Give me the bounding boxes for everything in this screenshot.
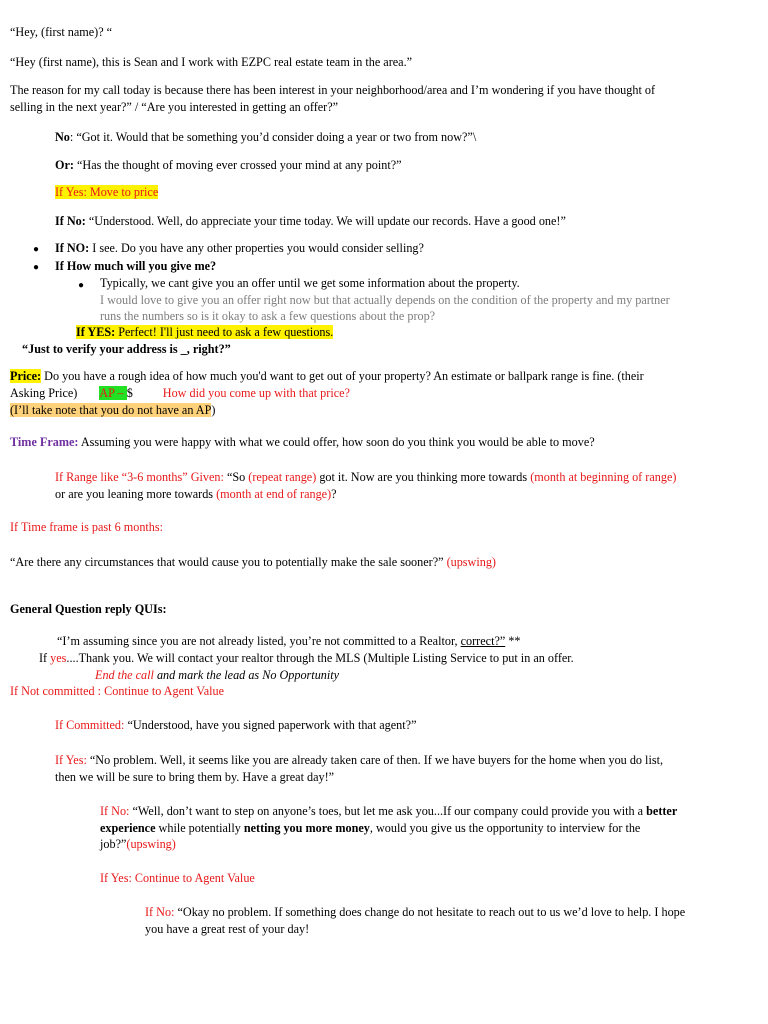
ap-label: AP – [99, 386, 127, 400]
if-no-line-2 [100, 820, 640, 837]
range-line-1 [55, 469, 676, 486]
intro-line: “Hey (first name), this is Sean and I work with EZPC real estate team in the area.” [10, 55, 413, 69]
price-text: Do you have a rough idea of how much you'd want to get out of your property? An estimate or ballpark range is fine. (their [41, 369, 644, 383]
upswing-note: (upswing) [446, 555, 496, 569]
gray-note-line-1: I would love to give you an offer right now but that actually depends on the condition of the property and my partner [100, 293, 670, 307]
range-label: If Range like “3-6 months” Given: [55, 470, 224, 484]
yes-text: ....Thank you. We will contact your realtor through the MLS (Multiple Listing Service to put in an offer. [66, 651, 574, 665]
range-repeat: (repeat range) [248, 470, 317, 484]
if-yes-line-2: then we will be sure to bring them by. Have a great day!” [55, 770, 335, 784]
range-mid: got it. Now are you thinking more towards [316, 470, 531, 484]
time-frame-line [10, 434, 595, 451]
end-call-line [95, 667, 339, 684]
last-if-no-line-2: you have a great rest of your day! [145, 922, 310, 936]
price-label: Price: [10, 369, 42, 383]
if-yes-thank-you [39, 650, 574, 667]
time-frame-text: Assuming you were happy with what we could offer, how soon do you think you would be able to move? [78, 435, 595, 449]
reason-line-2: selling in the next year?” / “Are you interested in getting an offer?” [10, 100, 339, 114]
dollar-sign: $ [126, 386, 133, 400]
bullet-how-much: If How much will you give me? [55, 259, 217, 273]
if-yes-label: If Yes: [55, 753, 87, 767]
committed-text: “Understood, have you signed paperwork with that agent?” [124, 718, 417, 732]
end-call-text: End the call [95, 668, 154, 682]
bullet-icon: ● [33, 262, 40, 273]
money-text: netting you more money [243, 821, 370, 835]
if-no-text: “Understood. Well, do appreciate your time today. We will update our records. Have a good one!” [85, 214, 566, 228]
last-if-no-line-1 [145, 904, 685, 921]
bullet-if-no-label: If NO: [55, 241, 90, 255]
take-note-end: ) [211, 403, 216, 417]
if-yes-continue: If Yes: Continue to Agent Value [100, 871, 255, 885]
if-yes-move-to-price [55, 184, 158, 201]
committed-line [55, 717, 416, 734]
if-yes-line-1 [55, 752, 663, 769]
end-rest-text: and mark the lead as No Opportunity [153, 668, 340, 682]
range-q: ? [331, 487, 337, 501]
not-committed-line: If Not committed : Continue to Agent Value [10, 684, 225, 698]
asking-price-text: Asking Price) [10, 386, 78, 400]
time-frame-label: Time Frame: [10, 435, 79, 449]
gray-note-line-2: runs the numbers so is it okay to ask a few questions about the prop? [100, 309, 436, 323]
assume-text: “I’m assuming since you are not already listed, you’re not committed to a Realtor, [57, 634, 461, 648]
range-or: or are you leaning more towards [55, 487, 217, 501]
bullet-icon: ● [78, 280, 85, 291]
bullet-typically: Typically, we cant give you an offer until we get some information about the property. [100, 276, 520, 290]
bullet-if-no-text: I see. Do you have any other properties you would consider selling? [89, 241, 424, 255]
if-no-text-1: “Well, don’t want to step on anyone’s toes, but let me ask you...If our company could provide you with a [129, 804, 647, 818]
no-text: : “Got it. Would that be something you’d consider doing a year or two from now?”\ [69, 130, 477, 144]
range-line-2 [55, 486, 337, 503]
asking-price-line [10, 385, 350, 402]
reason-line-1: The reason for my call today is because there has been interest in your neighborhood/area and I’m wondering if you have thought of [10, 83, 656, 97]
assume-star: ** [505, 634, 521, 648]
bullet-if-no [55, 240, 424, 257]
assume-line [57, 633, 521, 650]
take-note-text: (I’ll take note that you do not have an AP [10, 403, 212, 417]
circumstances-line [10, 554, 496, 571]
if-yes-perfect [76, 324, 333, 341]
if-no-line-1 [100, 803, 677, 820]
last-if-no-text: “Okay no problem. If something does change do not hesitate to reach out to us we’d love to help. I hope [174, 905, 686, 919]
or-label: Or: [55, 158, 74, 172]
no-response [55, 129, 476, 146]
if-yes-perfect-label: If YES: [76, 325, 116, 339]
general-question-heading: General Question reply QUIs: [10, 602, 167, 616]
if-no-line-3 [100, 836, 176, 853]
price-line [10, 368, 644, 385]
range-begin: (month at beginning of range) [530, 470, 677, 484]
or-response [55, 157, 402, 174]
greeting-line: “Hey, (first name)? “ [10, 25, 113, 39]
if-no-label: If No: [55, 214, 86, 228]
better-text: better [646, 804, 678, 818]
if-yes-text-1: “No problem. Well, it seems like you are already taken care of then. If we have buyers for the home when you do list, [86, 753, 663, 767]
experience-text: experience [100, 821, 156, 835]
committed-label: If Committed: [55, 718, 125, 732]
opportunity-text: , would you give us the opportunity to interview for the [369, 821, 641, 835]
if-label: If [39, 651, 51, 665]
no-label: No [55, 130, 70, 144]
while-text: while potentially [155, 821, 244, 835]
how-come-question: How did you come up with that price? [162, 386, 350, 400]
time-frame-past: If Time frame is past 6 months: [10, 520, 164, 534]
take-note-line [10, 402, 215, 419]
upswing-note-2: (upswing) [126, 837, 176, 851]
job-text: job?” [100, 837, 127, 851]
circumstances-text: “Are there any circumstances that would cause you to potentially make the sale sooner?” [10, 555, 447, 569]
or-text: “Has the thought of moving ever crossed your mind at any point?” [73, 158, 402, 172]
assume-correct: correct?” [460, 634, 506, 648]
verify-address: “Just to verify your address is _, right?” [22, 342, 231, 356]
yes-word: yes [50, 651, 67, 665]
if-no-label-2: If No: [100, 804, 130, 818]
if-yes-perfect-text: Perfect! I'll just need to ask a few questions. [115, 325, 334, 339]
range-so: “So [223, 470, 249, 484]
if-yes-price-text: If Yes: Move to price [55, 185, 159, 199]
if-no-response [55, 213, 566, 230]
range-end: (month at end of range) [216, 487, 332, 501]
bullet-icon: ● [33, 244, 40, 255]
last-if-no-label: If No: [145, 905, 175, 919]
